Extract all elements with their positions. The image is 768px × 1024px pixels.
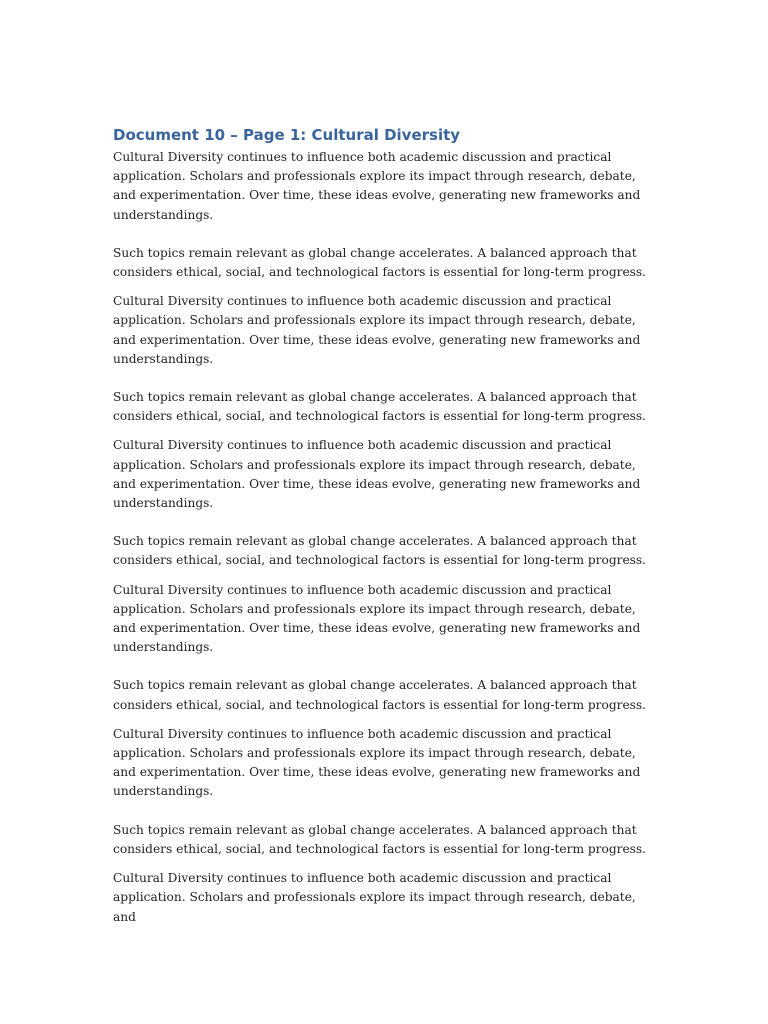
paragraph: Cultural Diversity continues to influence both academic discussion and practical application. Scholars and professionals explore its impact through research, debate, and experimentation. Over time, these ideas evolve, generating new frameworks and understandings. [113,294,641,366]
paragraph: Such topics remain relevant as global change accelerates. A balanced approach that considers ethical, social, and technological factors is essential for long-term progress. [113,245,647,280]
paragraph: Cultural Diversity continues to influence both academic discussion and practical application. Scholars and professionals explore its impact through research, debate, and [113,871,636,924]
paragraph: Cultural Diversity continues to influence both academic discussion and practical application. Scholars and professionals explore its impact through research, debate, and experimentation. Over time, these ideas evolve, generating new frameworks and understandings. [113,726,641,799]
document-title: Document 10 – Page 1: Cultural Diversity [113,126,461,144]
document-content [113,124,653,927]
paragraph: Such topics remain relevant as global change accelerates. A balanced approach that considers ethical, social, and technological factors is essential for long-term progress. [113,678,647,712]
paragraph: Cultural Diversity continues to influence both academic discussion and practical application. Scholars and professionals explore its impact through research, debate, and experimentation. Over time, these ideas evolve, generating new frameworks and understandings. [113,438,641,511]
paragraph: Such topics remain relevant as global change accelerates. A balanced approach that considers ethical, social, and technological factors is essential for long-term progress. [113,390,647,424]
paragraph: Cultural Diversity continues to influence both academic discussion and practical application. Scholars and professionals explore its impact through research, debate, and experimentation. Over time, these ideas evolve, generating new frameworks and understandings. [113,150,641,222]
paragraph: Such topics remain relevant as global change accelerates. A balanced approach that considers ethical, social, and technological factors is essential for long-term progress. [113,534,647,568]
paragraph: Such topics remain relevant as global change accelerates. A balanced approach that considers ethical, social, and technological factors is essential for long-term progress. [113,822,647,856]
paragraph: Cultural Diversity continues to influence both academic discussion and practical application. Scholars and professionals explore its impact through research, debate, and experimentation. Over time, these ideas evolve, generating new frameworks and understandings. [113,582,641,655]
